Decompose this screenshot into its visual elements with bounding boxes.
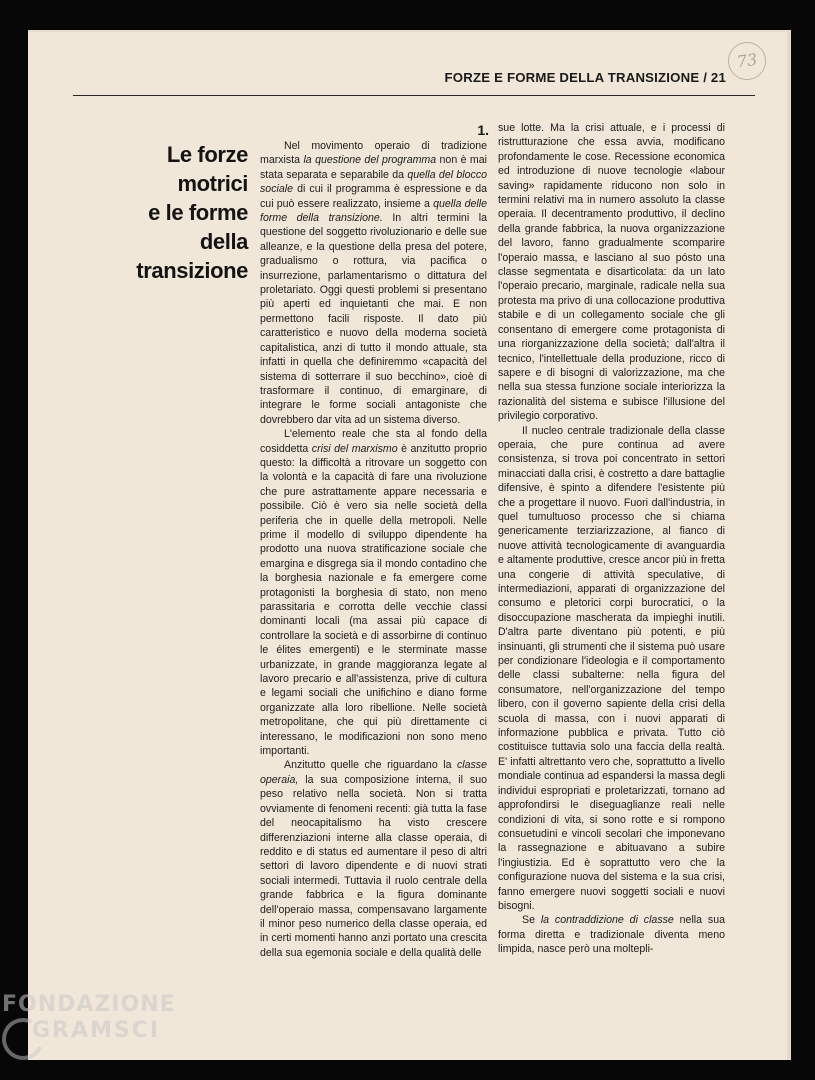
paragraph: Il nucleo centrale tradizionale della classe operaia, che pure continua ad avere consistenza, si trova poi concentrato in settori minacciati dalla crisi, è costretto a dare battaglie difensive, è spinto a difendere l'esistente più che a progettare il nuovo. Fuori dall'industria, in quel tumultuoso processo che si chiama genericamente terziarizzazione, al fianco di nuove attività tecnologicamente di avanguardia e altamente produttive, cresce ancor più in fretta una congerie di attività speculative, di intermediazioni, apparati di organizzazione del consumo e pletorici corpi burocratici, o la disoccupazione mascherata da impieghi inutili. D'altra parte diventano più potenti, e più insinuanti, gli strumenti che il sistema può usare per condizionare l'ideologia e il comportamento delle classi subalterne: nella figura del consumatore, nell'organizzazione del tempo libero, con il governo sapiente della crisi della scuola di massa, con i nuovi apparati di informazione pubblica e privata. Tutto ciò costituisce tuttavia solo una faccia della realtà. E' infatti altrettanto vero che, soprattutto a livello mondiale continua ad espandersi la massa degli individui espropriati e proletarizzati, tornano ad approfondirsi le diseguaglianze reali nelle condizioni di vita, si sono rotte e si rompono consuetudini e vincoli secolari che imponevano la rassegnazione e abituavano a subire l'ingiustizia. Ed è soprattutto vero che la configurazione nuova del sistema e la sua crisi, fanno emergere nuovi soggetti sociali e nuovi bisogni. bbox=[498, 424, 725, 912]
page-edge bbox=[787, 32, 791, 1060]
section-number: 1. bbox=[477, 122, 489, 138]
paragraph: L'elemento reale che sta al fondo della cosiddetta crisi del marxismo è anzitutto proprio questo: la difficoltà a ritrovare un soggetto con la volontà e la capacità di fare una rivoluzione che pure astrattamente appare necessaria e possibile. Ciò è vero sia nelle società della periferia che in quelle della metropoli. Nelle prime il modello di sviluppo dipendente ha prodotto una nuova stratificazione sociale che emargina e disgrega sia il mondo contadino che la borghesia nazionale e fa emergere come protagonisti la borghesia di stato, non meno parassitaria e corrotta delle vecchie classi dominanti locali (ma assai più capace di controllare la società e di assorbirne di continuo le élites emergenti) e le sterminate masse urbanizzate, in grande maggioranza legate al lavoro precario e all'assistenza, prive di cultura e legami sociali che unifichino e diano forme organizzate alla loro ribellione. Nelle società metropolitane, che qui più direttamente ci interessano, le modificazioni non sono meno importanti. bbox=[260, 428, 487, 758]
title-line: della bbox=[199, 229, 248, 254]
title-line: motrici bbox=[177, 171, 248, 196]
paragraph: Anzitutto quelle che riguardano la classe operaia, la sua composizione interna, il suo peso relativo nella società. Non si tratta ovviamente di fenomeni recenti: già tutta la fase del neocapitalismo ha visto crescere differenziazioni interne alla classe operaia, di reddito e di status ed aumentare il peso di altri settori di lavoro dipendente e di nuovi strati sociali intermedi. Tuttavia il ruolo centrale della grande fabbrica e la figura dominante dell'operaio massa, compensavano largamente il minor peso numerico della classe operaia, ed in certi momenti hanno anzi portato una crescita della sua egemonia sociale e della qualità delle bbox=[260, 759, 487, 959]
title-line: Le forze bbox=[166, 142, 248, 167]
title-line: transizione bbox=[136, 258, 248, 283]
paragraph: sue lotte. Ma la crisi attuale, e i processi di ristrutturazione che essa avvia, modificano profondamente le cose. Recessione economica ed introduzione di nuove tecnologie «labour saving» rapidamente riducono non solo in termini relativi ma in numero assoluto la classe operaia. Il decentramento produttivo, il declino della grande fabbrica, la nuova organizzazione del lavoro, fanno gradualmente scomparire l'operaio massa, e lasciano al suo pósto una classe segmentata e disarticolata: da un lato l'operaio precario, marginale, radicale nella sua protesta ma privo di una collocazione produttiva stabile e di un collegamento sociale che gli consentano di emergere come protagonista di una riorganizzazione della società; dall'altra il tecnico, l'intellettuale della produzione, ricco di sapere e di bisogni di valorizzazione, ma che nella sua stessa funzione sociale interiorizza la razionalità del sistema e subisce l'illusione del privilegio corporativo. bbox=[498, 122, 725, 423]
paragraph: Se la contraddizione di classe nella sua forma diretta e tradizionale diventa meno limpida, nasce però una moltepli- bbox=[498, 914, 725, 956]
running-header: FORZE E FORME DELLA TRANSIZIONE / 21 bbox=[444, 70, 726, 85]
title-line: e le forme bbox=[148, 200, 248, 225]
paragraph: Nel movimento operaio di tradizione marxista la questione del programma non è mai stata separata e separabile da quella del blocco sociale di cui il programma è espressione e da cui può essere realizzato, insieme a quella delle forme della transizione. In altri termini la questione del soggetto rivoluzionario e delle sue alleanze, e la questione della presa del potere, gradualismo o rottura, via pacifica o insurrezione, parlamentarismo o dittatura del proletariato. Oggi questi problemi si presentano più aperti ed inquietanti che mai. E non permettono facili risposte. Il dato più caratteristico e nuovo della moderna società capitalistica, anzi di tutto il mondo attuale, sta infatti in quella che definiremmo «capacità del sistema di sotterrare il suo becchino», cioè di trasformare il continuo, di emarginare, di integrare le forme sociali antagoniste che dovrebbero dar vita ad un sistema diverso. bbox=[260, 140, 488, 426]
text-column-left bbox=[260, 139, 487, 960]
article-title bbox=[78, 140, 248, 285]
watermark-line: FONDAZIONE bbox=[2, 992, 176, 1017]
watermark-line: GRAMSCI bbox=[32, 1018, 161, 1043]
header-rule bbox=[73, 95, 755, 96]
magazine-page bbox=[28, 30, 791, 1060]
handwritten-page-number: 73 bbox=[726, 40, 769, 83]
archive-watermark bbox=[2, 992, 212, 1044]
text-column-right bbox=[498, 121, 725, 957]
